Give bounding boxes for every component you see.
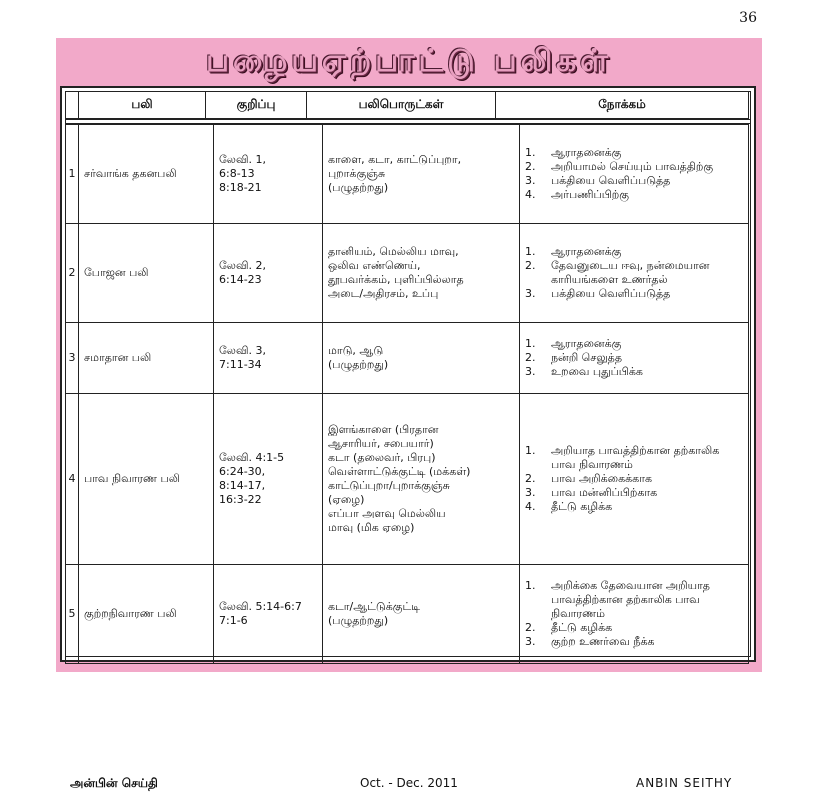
reference-line: 6:8-13 [219,167,255,180]
purpose-item [525,160,743,174]
purpose-number: 4. [525,188,536,201]
purpose-number: 3. [525,486,536,499]
purpose-number: 1. [525,444,536,457]
page-title: பழையஏற்பாட்டு பலிகள் [205,43,612,79]
table-row [66,224,749,323]
sacrifice-materials [323,323,520,394]
reference-line: லேவி. 1, [219,153,266,166]
purpose-text: தீட்டு கழிக்க [551,621,613,634]
material-line: வெள்ளாட்டுக்குட்டி (மக்கள்) [328,465,471,478]
purpose-text: பக்தியை வெளிப்படுத்த [551,174,671,187]
purpose-item [525,500,743,514]
sacrifice-materials [323,565,520,664]
material-line: கடா/ஆட்டுக்குட்டி [328,600,420,613]
purpose-text: குற்ற உணர்வை நீக்க [551,635,655,648]
purpose-item [525,245,743,259]
purpose-number: 1. [525,579,536,592]
header-purpose: நோக்கம் [496,92,749,119]
sacrifice-purpose [520,224,749,323]
reference-line: 8:14-17, [219,479,266,492]
reference-line: 7:1-6 [219,614,248,627]
purpose-item [525,579,743,621]
purpose-list [525,337,743,379]
sacrifice-purpose [520,565,749,664]
sacrifice-name: குற்றநிவாரண பலி [79,565,214,664]
purpose-item [525,486,743,500]
material-line: புறாக்குஞ்சு [328,167,386,180]
purpose-list [525,146,743,202]
scripture-reference [214,565,323,664]
row-number: 4 [66,394,79,565]
sacrifice-purpose [520,125,749,224]
purpose-text: அறிக்கை தேவையான அறியாத பாவத்திற்கான தற்காலிக பாவ நிவாரணம் [551,579,710,620]
purpose-text: பாவ அறிக்கைக்காக [551,472,652,485]
purpose-text: ஆராதனைக்கு [551,146,622,159]
sacrifice-purpose [520,394,749,565]
material-line: (ஏழை) [328,493,365,506]
purpose-item [525,174,743,188]
purpose-item [525,259,743,287]
sacrifice-materials [323,394,520,565]
sacrifice-materials [323,125,520,224]
content-panel [56,38,762,672]
reference-line: லேவி. 3, [219,344,266,357]
purpose-number: 2. [525,351,536,364]
reference-line: 6:14-23 [219,273,262,286]
material-line: மாவு (மிக ஏழை) [328,521,415,534]
reference-line: 6:24-30, [219,465,266,478]
row-number: 2 [66,224,79,323]
table-row [66,394,749,565]
sacrifice-name: சர்வாங்க தகனபலி [79,125,214,224]
purpose-text: அறியாமல் செய்யும் பாவத்திற்கு [551,160,714,173]
footer-issue-date: Oct. - Dec. 2011 [360,776,458,790]
table-row [66,125,749,224]
purpose-number: 2. [525,621,536,634]
header-reference: குறிப்பு [206,92,307,119]
purpose-item [525,621,743,635]
purpose-item [525,287,743,301]
reference-line: லேவி. 2, [219,259,266,272]
purpose-text: அறியாத பாவத்திற்கான தற்காலிக பாவ நிவாரணம் [551,444,720,471]
material-line: தானியம், மெல்லிய மாவு, [328,245,459,258]
material-line: மாடு, ஆடு [328,344,384,357]
purpose-number: 4. [525,500,536,513]
reference-line: 16:3-22 [219,493,262,506]
scripture-reference [214,224,323,323]
table-row [66,565,749,664]
material-line: தூபவர்க்கம், புளிப்பில்லாத [328,273,464,286]
purpose-item [525,444,743,472]
table-header [65,91,749,119]
purpose-item [525,188,743,202]
material-line: (பழுதற்றது) [328,181,389,194]
purpose-number: 3. [525,365,536,378]
material-line: காட்டுப்புறா/புறாக்குஞ்சு [328,479,450,492]
purpose-text: தேவனுடைய ஈவு, நன்மையான காரியங்களை உணர்தல் [551,259,710,286]
footer-magazine-tamil: அன்பின் செய்தி [70,776,158,790]
sacrifices-table [65,124,749,664]
header-materials: பலிபொருட்கள் [307,92,496,119]
purpose-number: 2. [525,160,536,173]
row-number: 3 [66,323,79,394]
purpose-text: ஆராதனைக்கு [551,245,622,258]
purpose-number: 3. [525,635,536,648]
purpose-text: பக்தியை வெளிப்படுத்த [551,287,671,300]
material-line: ஒலிவ எண்ணெய், [328,259,421,272]
reference-line: லேவி. 5:14-6:7 [219,600,302,613]
header-sacrifice: பலி [79,92,206,119]
purpose-list [525,245,743,301]
reference-line: 8:18-21 [219,181,262,194]
material-line: (பழுதற்றது) [328,358,389,371]
sacrifice-materials [323,224,520,323]
material-line: (பழுதற்றது) [328,614,389,627]
purpose-item [525,351,743,365]
purpose-text: உறவை புதுப்பிக்க [551,365,643,378]
purpose-text: தீட்டு கழிக்க [551,500,613,513]
purpose-list [525,444,743,514]
purpose-text: அர்பணிப்பிற்கு [551,188,629,201]
purpose-number: 1. [525,337,536,350]
row-number: 1 [66,125,79,224]
sacrifice-name: பாவ நிவாரண பலி [79,394,214,565]
purpose-item [525,146,743,160]
material-line: இளங்காளை (பிரதான [328,423,439,436]
purpose-item [525,337,743,351]
material-line: கடா (தலைவர், பிரபு) [328,451,436,464]
purpose-text: நன்றி செலுத்த [551,351,623,364]
reference-line: 7:11-34 [219,358,262,371]
sacrifice-name: சமாதான பலி [79,323,214,394]
scripture-reference [214,323,323,394]
material-line: ஆசாரியர், சபையார்) [328,437,434,450]
row-number: 5 [66,565,79,664]
sacrifice-purpose [520,323,749,394]
purpose-number: 1. [525,146,536,159]
material-line: அடை/அதிரசம், உப்பு [328,287,439,300]
purpose-item [525,365,743,379]
scripture-reference [214,125,323,224]
purpose-text: ஆராதனைக்கு [551,337,622,350]
material-line: எப்பா அளவு மெல்லிய [328,507,446,520]
table-frame [60,86,756,662]
sacrifice-name: போஜன பலி [79,224,214,323]
purpose-number: 1. [525,245,536,258]
purpose-item [525,635,743,649]
purpose-text: பாவ மன்னிப்பிற்காக [551,486,658,499]
purpose-number: 3. [525,287,536,300]
table-row [66,323,749,394]
purpose-item [525,472,743,486]
purpose-number: 2. [525,472,536,485]
scripture-reference [214,394,323,565]
page-number: 36 [739,10,757,26]
purpose-number: 2. [525,259,536,272]
reference-line: லேவி. 4:1-5 [219,451,285,464]
material-line: காளை, கடா, காட்டுப்புறா, [328,153,462,166]
purpose-number: 3. [525,174,536,187]
footer-magazine-english: ANBIN SEITHY [636,776,733,790]
purpose-list [525,579,743,649]
